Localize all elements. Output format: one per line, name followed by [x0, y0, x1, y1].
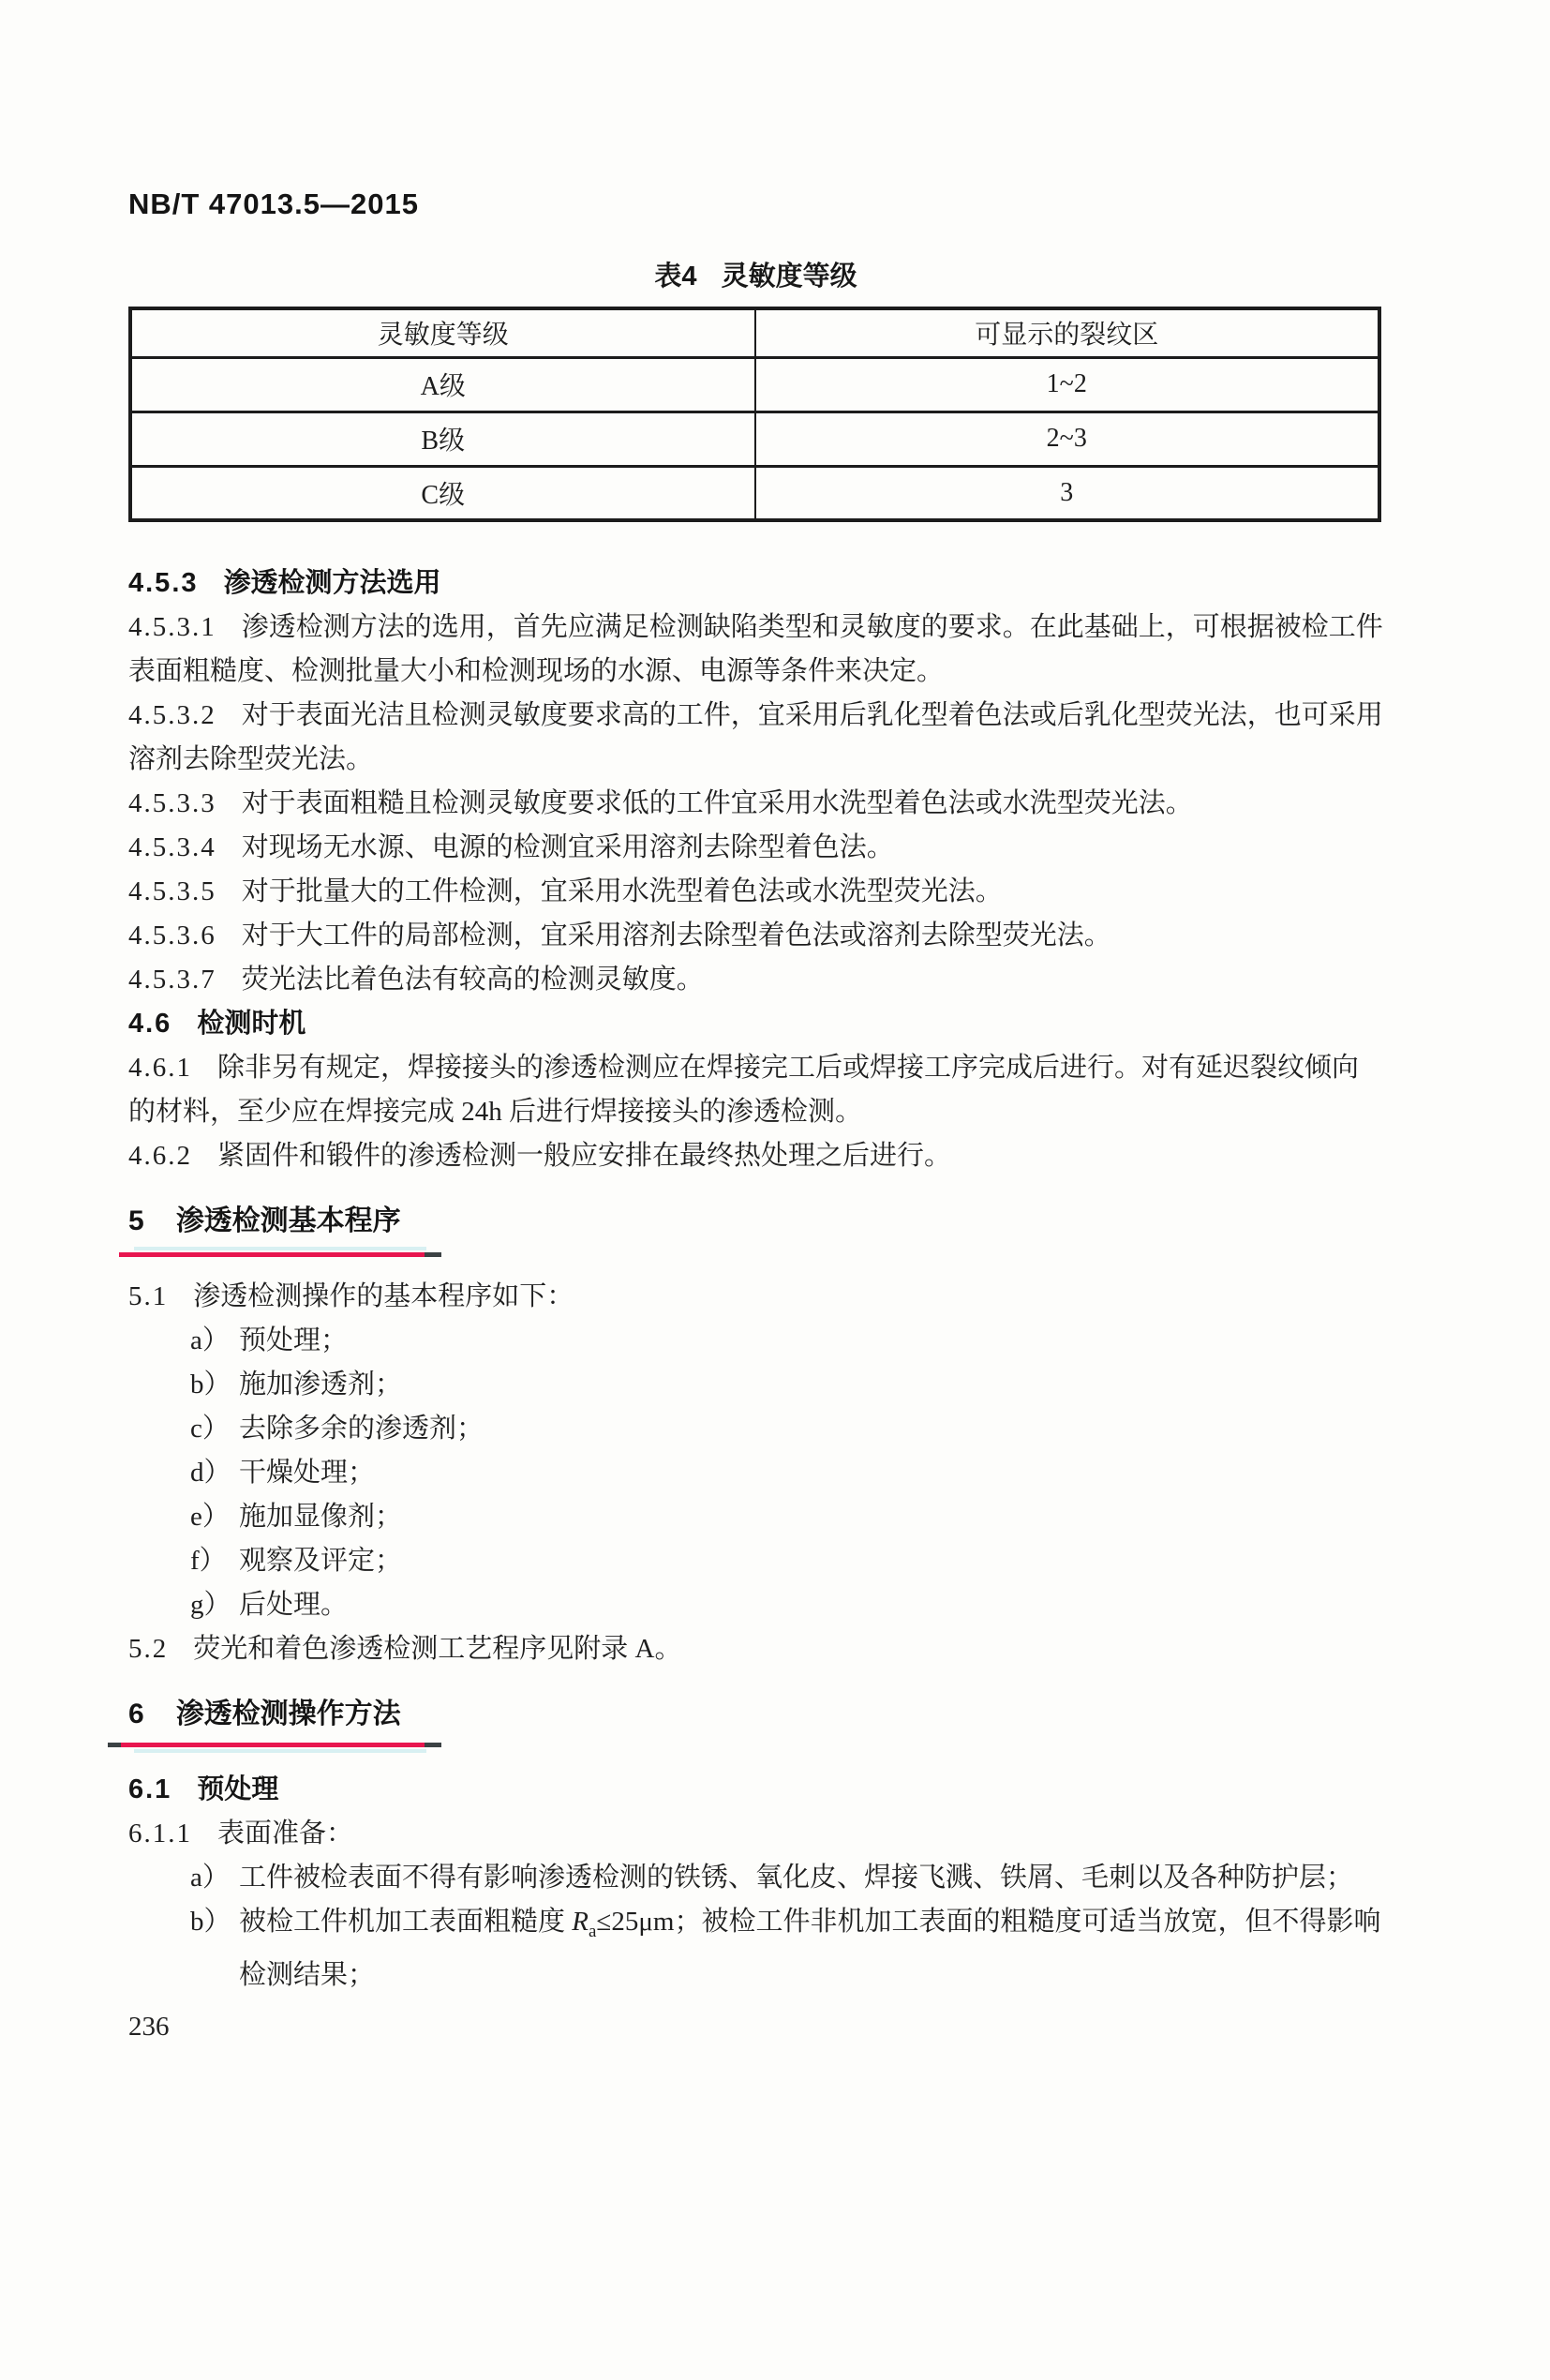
- clause-number: 4.6.1: [128, 1053, 192, 1083]
- list-text: 施加显像剂；: [239, 1502, 403, 1532]
- list-label: d）: [190, 1458, 231, 1488]
- marker-dark-tail: [425, 1743, 441, 1747]
- clause-5-1: [128, 1275, 1383, 1319]
- table-header-cell-zone: 可显示的裂纹区: [755, 308, 1380, 357]
- list-text: 去除多余的渗透剂；: [239, 1414, 484, 1444]
- clause-number: 4.6.2: [128, 1141, 192, 1171]
- table-header-cell-grade: 灵敏度等级: [130, 308, 755, 357]
- list-item-d: [128, 1451, 1383, 1495]
- list-label: a）: [190, 1863, 230, 1893]
- clause-text: 对于表面光洁且检测灵敏度要求高的工件，宜采用后乳化型着色法或后乳化型荧光法，也可采用溶剂去除型荧光法。: [128, 700, 1383, 774]
- chapter-5-title-line: [128, 1203, 1383, 1240]
- red-underline-marker: [119, 1740, 428, 1753]
- clause-4-5-3-2: [128, 694, 1383, 782]
- table-cell-zone: 2~3: [755, 412, 1380, 466]
- list-text: 后处理。: [239, 1590, 349, 1620]
- clause-title: 预处理: [197, 1774, 279, 1804]
- chapter-6-heading: [128, 1696, 1383, 1753]
- list-text: 干燥处理；: [239, 1458, 376, 1488]
- clause-text: 对于批量大的工件检测，宜采用水洗型着色法或水洗型荧光法。: [241, 876, 1003, 906]
- clause-5-2: [128, 1627, 1383, 1671]
- clause-4-5-3-4: [128, 826, 1383, 870]
- clause-number: 4.5.3.3: [128, 788, 216, 818]
- list-item-c: [128, 1407, 1383, 1451]
- clause-text: 荧光和着色渗透检测工艺程序见附录 A。: [193, 1634, 682, 1664]
- table-row: [130, 412, 1379, 466]
- sensitivity-table: [128, 307, 1381, 522]
- list-label: e）: [190, 1502, 230, 1532]
- clause-4-6-heading: [128, 1002, 1383, 1046]
- list-item-b: [128, 1363, 1383, 1407]
- clause-text: 除非另有规定，焊接接头的渗透检测应在焊接完工后或焊接工序完成后进行。对有延迟裂纹倾向的材料，至少应在焊接完成 24h 后进行焊接接头的渗透检测。: [128, 1053, 1360, 1127]
- clause-number: 4.5.3.1: [128, 612, 216, 642]
- list-label: b）: [190, 1907, 231, 1937]
- list-text: [239, 1900, 1383, 1998]
- clause-title: 检测时机: [197, 1009, 306, 1039]
- red-line: [119, 1252, 428, 1257]
- cyan-line: [134, 1247, 426, 1250]
- clause-text: 对于大工件的局部检测，宜采用溶剂去除型着色法或溶剂去除型荧光法。: [241, 921, 1111, 951]
- red-underline-marker: [119, 1247, 428, 1260]
- table-caption: 灵敏度等级: [721, 262, 857, 292]
- list-text: 施加渗透剂；: [239, 1370, 403, 1400]
- clause-text: 紧固件和锻件的渗透检测一般应安排在最终热处理之后进行。: [217, 1141, 952, 1171]
- clause-4-5-3-1: [128, 606, 1383, 694]
- clause-4-6-2: [128, 1134, 1383, 1178]
- chapter-5-heading: [128, 1203, 1383, 1260]
- prep-item-b: [128, 1900, 1383, 1998]
- clause-text: 渗透检测操作的基本程序如下：: [193, 1281, 574, 1311]
- table-row: [130, 357, 1379, 412]
- roughness-symbol: R: [572, 1907, 589, 1937]
- clause-number: 6.1.1: [128, 1819, 192, 1849]
- clause-4-5-3-5: [128, 870, 1383, 914]
- table-cell-zone: 1~2: [755, 357, 1380, 412]
- chapter-number: 6: [128, 1699, 144, 1729]
- table-cell-zone: 3: [755, 466, 1380, 520]
- chapter-number: 5: [128, 1205, 144, 1236]
- clause-text: 对现场无水源、电源的检测宜采用溶剂去除型着色法。: [241, 832, 894, 862]
- clause-number: 4.5.3.4: [128, 832, 216, 862]
- prep-item-a: [128, 1856, 1383, 1900]
- clause-title: 渗透检测方法选用: [223, 568, 441, 598]
- list-text: 预处理；: [239, 1325, 349, 1355]
- clause-number: 4.5.3.6: [128, 921, 216, 951]
- list-label: f）: [190, 1546, 227, 1576]
- list-item-e: [128, 1495, 1383, 1539]
- clause-text: 渗透检测方法的选用，首先应满足检测缺陷类型和灵敏度的要求。在此基础上，可根据被检工件表面粗糙度、检测批量大小和检测现场的水源、电源等条件来决定。: [128, 612, 1383, 686]
- clause-number: 4.5.3: [128, 568, 199, 598]
- clause-4-5-3-3: [128, 782, 1383, 826]
- list-text: 观察及评定；: [239, 1546, 403, 1576]
- table-header-row: [130, 308, 1379, 357]
- marker-dark-tail: [425, 1252, 441, 1257]
- table-title: [128, 255, 1383, 293]
- table-row: [130, 466, 1379, 520]
- page-number: 236: [128, 2011, 170, 2042]
- list-item-a: [128, 1319, 1383, 1363]
- clause-number: 4.5.3.7: [128, 965, 216, 995]
- clause-4-5-3-7: [128, 958, 1383, 1002]
- clause-4-6-1: [128, 1046, 1383, 1134]
- list-item-g: [128, 1583, 1383, 1627]
- chapter-title: 渗透检测操作方法: [175, 1699, 401, 1729]
- list-label: a）: [190, 1325, 230, 1355]
- document-page: [0, 187, 1550, 2043]
- standard-number: NB/T 47013.5—2015: [128, 187, 419, 220]
- clause-number: 4.6: [128, 1009, 172, 1039]
- roughness-text-pre: 被检工件机加工表面粗糙度: [239, 1907, 573, 1937]
- roughness-symbol-sub: a: [588, 1921, 597, 1941]
- red-line: [119, 1743, 428, 1747]
- roughness-text-post: ≤25μm；被检工件非机加工表面的粗糙度可适当放宽，但不得影响检测结果；: [239, 1907, 1381, 1990]
- clause-text: 荧光法比着色法有较高的检测灵敏度。: [241, 965, 704, 995]
- clause-4-5-3-heading: [128, 561, 1383, 606]
- table-cell-grade: C级: [130, 466, 755, 520]
- clause-4-5-3-6: [128, 914, 1383, 958]
- chapter-6-title-line: [128, 1696, 1383, 1733]
- clause-text: 表面准备：: [217, 1819, 354, 1849]
- table-cell-grade: A级: [130, 357, 755, 412]
- list-label: g）: [190, 1590, 231, 1620]
- cyan-line: [134, 1749, 426, 1753]
- list-label: c）: [190, 1414, 230, 1444]
- list-label: b）: [190, 1370, 231, 1400]
- clause-number: 5.2: [128, 1634, 169, 1664]
- clause-number: 4.5.3.5: [128, 876, 216, 906]
- clause-number: 5.1: [128, 1281, 169, 1311]
- clause-number: 6.1: [128, 1774, 172, 1804]
- table-cell-grade: B级: [130, 412, 755, 466]
- clause-number: 4.5.3.2: [128, 700, 216, 730]
- marker-dark-tail-left: [108, 1743, 121, 1747]
- clause-text: 对于表面粗糙且检测灵敏度要求低的工件宜采用水洗型着色法或水洗型荧光法。: [241, 788, 1193, 818]
- chapter-title: 渗透检测基本程序: [175, 1205, 401, 1236]
- table-number: 表4: [654, 262, 697, 292]
- clause-6-1-heading: [128, 1768, 1383, 1812]
- list-item-f: [128, 1539, 1383, 1583]
- list-text: 工件被检表面不得有影响渗透检测的铁锈、氧化皮、焊接飞溅、铁屑、毛刺以及各种防护层；: [239, 1863, 1354, 1893]
- clause-6-1-1: [128, 1812, 1383, 1856]
